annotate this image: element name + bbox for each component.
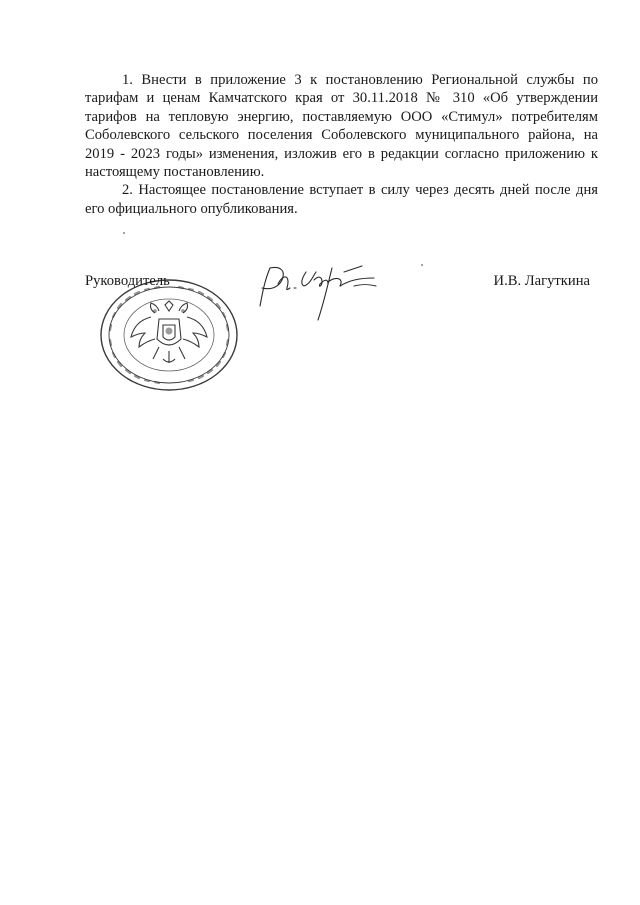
paragraph-2: 2. Настоящее постановление вступает в силу через десять дней после дня его официального опубликования. bbox=[85, 182, 598, 217]
official-seal-icon bbox=[93, 277, 243, 393]
scan-speck bbox=[421, 264, 423, 266]
signatory-name: И.В. Лагуткина bbox=[493, 273, 590, 289]
handwritten-signature-icon bbox=[256, 258, 380, 326]
signatory-title: Руководитель bbox=[85, 273, 170, 289]
document-body bbox=[85, 71, 598, 218]
scan-speck bbox=[123, 232, 125, 234]
paragraph-1: 1. Внести в приложение 3 к постановлению Региональной службы по тарифам и ценам Камчатского края от 30.11.2018 № 310 «Об утверждении тарифов на тепловую энергию, поставляемую ООО «Стимул» потребителям Соболевского сельского поселения Соболевского муниципального района, на 2019 - 2023 годы» изменения, изложив его в редакции согласно приложению к настоящему постановлению. bbox=[85, 72, 598, 181]
